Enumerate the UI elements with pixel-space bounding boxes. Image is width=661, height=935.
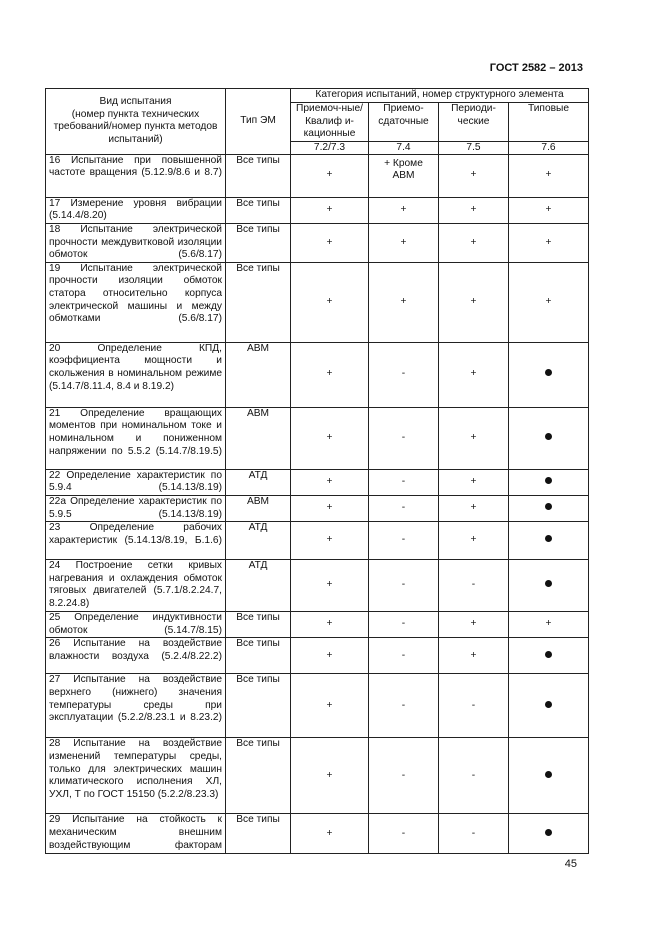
table-row bbox=[46, 342, 589, 407]
mark-cell: + Кроме АВМ bbox=[369, 154, 439, 197]
header-category-number: 7.5 bbox=[439, 141, 509, 154]
mark-cell: + bbox=[291, 197, 369, 223]
mark-cell: + bbox=[509, 197, 589, 223]
mark-cell: + bbox=[439, 638, 509, 674]
header-category-number: 7.2/7.3 bbox=[291, 141, 369, 154]
mark-cell: + bbox=[291, 407, 369, 469]
test-name-cell: 22 Определение характеристик по 5.9.4 (5.14.13/8.19) bbox=[46, 469, 226, 495]
mark-cell: - bbox=[369, 342, 439, 407]
mark-cell: - bbox=[439, 738, 509, 814]
mark-cell: + bbox=[369, 262, 439, 342]
em-type-cell: Все типы bbox=[226, 223, 291, 262]
em-type-cell: Все типы bbox=[226, 197, 291, 223]
mark-cell: + bbox=[291, 495, 369, 521]
header-test-type: Вид испытания (номер пункта технических требований/номер пункта методов испытаний) bbox=[46, 89, 226, 155]
page-number: 45 bbox=[564, 858, 577, 870]
mark-cell: + bbox=[369, 223, 439, 262]
mark-cell: + bbox=[509, 262, 589, 342]
em-type-cell: АВМ bbox=[226, 407, 291, 469]
table-row bbox=[46, 560, 589, 612]
mark-cell: - bbox=[369, 638, 439, 674]
mandatory-dot-cell bbox=[509, 638, 589, 674]
mark-cell: - bbox=[369, 738, 439, 814]
test-name-cell: 25 Определение индуктивности обмоток (5.14.7/8.15) bbox=[46, 612, 226, 638]
header-category-label: Приемоч-ные/Квалиф и-кационные bbox=[291, 103, 369, 142]
mark-cell: + bbox=[439, 407, 509, 469]
mandatory-dot-icon bbox=[545, 369, 552, 376]
mandatory-dot-cell bbox=[509, 342, 589, 407]
mark-cell: + bbox=[439, 612, 509, 638]
mark-cell: - bbox=[369, 560, 439, 612]
table-row bbox=[46, 223, 589, 262]
em-type-cell: Все типы bbox=[226, 738, 291, 814]
em-type-cell: Все типы bbox=[226, 674, 291, 738]
mark-cell: + bbox=[439, 495, 509, 521]
mark-cell: - bbox=[369, 495, 439, 521]
mark-cell: + bbox=[439, 262, 509, 342]
mandatory-dot-cell bbox=[509, 674, 589, 738]
table-row bbox=[46, 262, 589, 342]
table-row bbox=[46, 407, 589, 469]
header-category-number: 7.6 bbox=[509, 141, 589, 154]
mark-cell: + bbox=[291, 469, 369, 495]
mandatory-dot-cell bbox=[509, 495, 589, 521]
em-type-cell: Все типы bbox=[226, 154, 291, 197]
mark-cell: + bbox=[291, 638, 369, 674]
test-name-cell: 18 Испытание электрической прочности междувитковой изоляции обмоток (5.6/8.17) bbox=[46, 223, 226, 262]
mark-cell: + bbox=[291, 674, 369, 738]
mark-cell: + bbox=[291, 814, 369, 854]
mark-cell: + bbox=[291, 522, 369, 560]
mark-cell: + bbox=[439, 154, 509, 197]
test-name-cell: 29 Испытание на стойкость к механическим внешним воздействующим факторам bbox=[46, 814, 226, 854]
mark-cell: + bbox=[509, 612, 589, 638]
mandatory-dot-icon bbox=[545, 701, 552, 708]
mark-cell: + bbox=[369, 197, 439, 223]
table-row bbox=[46, 469, 589, 495]
test-name-cell: 28 Испытание на воздействие изменений температуры среды, только для электрических машин климатического исполнения ХЛ, УХЛ, Т по ГОСТ 15150 (5.2.2/8.23.3) bbox=[46, 738, 226, 814]
header-category-label: Периоди-ческие bbox=[439, 103, 509, 142]
mark-cell: + bbox=[291, 560, 369, 612]
mark-cell: - bbox=[369, 407, 439, 469]
mark-cell: - bbox=[439, 814, 509, 854]
test-name-cell: 17 Измерение уровня вибрации (5.14.4/8.20) bbox=[46, 197, 226, 223]
header-category-label: Типовые bbox=[509, 103, 589, 142]
header-category-label: Приемо-сдаточные bbox=[369, 103, 439, 142]
mark-cell: + bbox=[509, 223, 589, 262]
mark-cell: + bbox=[291, 738, 369, 814]
em-type-cell: АТД bbox=[226, 560, 291, 612]
header-em-type: Тип ЭМ bbox=[226, 89, 291, 155]
test-name-cell: 24 Построение сетки кривых нагревания и охлаждения обмоток тяговых двигателей (5.7.1/8.2.24.7, 8.2.24.8) bbox=[46, 560, 226, 612]
mandatory-dot-cell bbox=[509, 469, 589, 495]
mandatory-dot-cell bbox=[509, 814, 589, 854]
table-row bbox=[46, 197, 589, 223]
em-type-cell: Все типы bbox=[226, 262, 291, 342]
table-row bbox=[46, 154, 589, 197]
mark-cell: + bbox=[439, 469, 509, 495]
mark-cell: + bbox=[291, 223, 369, 262]
mark-cell: + bbox=[509, 154, 589, 197]
test-name-cell: 21 Определение вращающих моментов при номинальном токе и номинальном и пониженном напряжении по 5.5.2 (5.14.7/8.19.5) bbox=[46, 407, 226, 469]
em-type-cell: АТД bbox=[226, 522, 291, 560]
em-type-cell: АВМ bbox=[226, 342, 291, 407]
mandatory-dot-icon bbox=[545, 651, 552, 658]
mark-cell: - bbox=[369, 469, 439, 495]
mandatory-dot-icon bbox=[545, 771, 552, 778]
mark-cell: + bbox=[439, 522, 509, 560]
table-row bbox=[46, 738, 589, 814]
test-name-cell: 20 Определение КПД, коэффициента мощности и скольжения в номинальном режиме (5.14.7/8.11.4, 8.4 и 8.19.2) bbox=[46, 342, 226, 407]
test-name-cell: 27 Испытание на воздействие верхнего (нижнего) значения температуры среды при эксплуатации (5.2.2/8.23.1 и 8.23.2) bbox=[46, 674, 226, 738]
em-type-cell: Все типы bbox=[226, 814, 291, 854]
mark-cell: - bbox=[369, 674, 439, 738]
test-name-cell: 19 Испытание электрической прочности изоляции обмоток статора относительно корпуса электрической машины и между обмотками (5.6/8.17) bbox=[46, 262, 226, 342]
mandatory-dot-icon bbox=[545, 477, 552, 484]
mandatory-dot-cell bbox=[509, 407, 589, 469]
mark-cell: + bbox=[291, 342, 369, 407]
header-category: Категория испытаний, номер структурного элемента bbox=[291, 89, 589, 103]
table-row bbox=[46, 814, 589, 854]
mark-cell: - bbox=[369, 814, 439, 854]
test-name-cell: 26 Испытание на воздействие влажности воздуха (5.2.4/8.22.2) bbox=[46, 638, 226, 674]
mandatory-dot-icon bbox=[545, 580, 552, 587]
mark-cell: + bbox=[439, 197, 509, 223]
mandatory-dot-icon bbox=[545, 503, 552, 510]
mark-cell: + bbox=[291, 154, 369, 197]
mark-cell: - bbox=[369, 522, 439, 560]
table-row bbox=[46, 495, 589, 521]
document-code: ГОСТ 2582 – 2013 bbox=[489, 62, 583, 74]
table-row bbox=[46, 674, 589, 738]
mark-cell: + bbox=[439, 223, 509, 262]
table-row bbox=[46, 522, 589, 560]
mark-cell: - bbox=[439, 560, 509, 612]
em-type-cell: АТД bbox=[226, 469, 291, 495]
table-row bbox=[46, 612, 589, 638]
em-type-cell: АВМ bbox=[226, 495, 291, 521]
test-name-cell: 23 Определение рабочих характеристик (5.14.13/8.19, Б.1.6) bbox=[46, 522, 226, 560]
mark-cell: + bbox=[291, 612, 369, 638]
test-name-cell: 16 Испытание при повышенной частоте вращения (5.12.9/8.6 и 8.7) bbox=[46, 154, 226, 197]
mark-cell: + bbox=[439, 342, 509, 407]
mandatory-dot-icon bbox=[545, 829, 552, 836]
test-name-cell: 22а Определение характеристик по 5.9.5 (5.14.13/8.19) bbox=[46, 495, 226, 521]
table-row bbox=[46, 638, 589, 674]
mandatory-dot-cell bbox=[509, 560, 589, 612]
test-table bbox=[45, 88, 589, 854]
mandatory-dot-cell bbox=[509, 738, 589, 814]
mandatory-dot-cell bbox=[509, 522, 589, 560]
em-type-cell: Все типы bbox=[226, 612, 291, 638]
header-category-number: 7.4 bbox=[369, 141, 439, 154]
mark-cell: - bbox=[439, 674, 509, 738]
mandatory-dot-icon bbox=[545, 433, 552, 440]
mandatory-dot-icon bbox=[545, 535, 552, 542]
mark-cell: + bbox=[291, 262, 369, 342]
mark-cell: - bbox=[369, 612, 439, 638]
em-type-cell: Все типы bbox=[226, 638, 291, 674]
